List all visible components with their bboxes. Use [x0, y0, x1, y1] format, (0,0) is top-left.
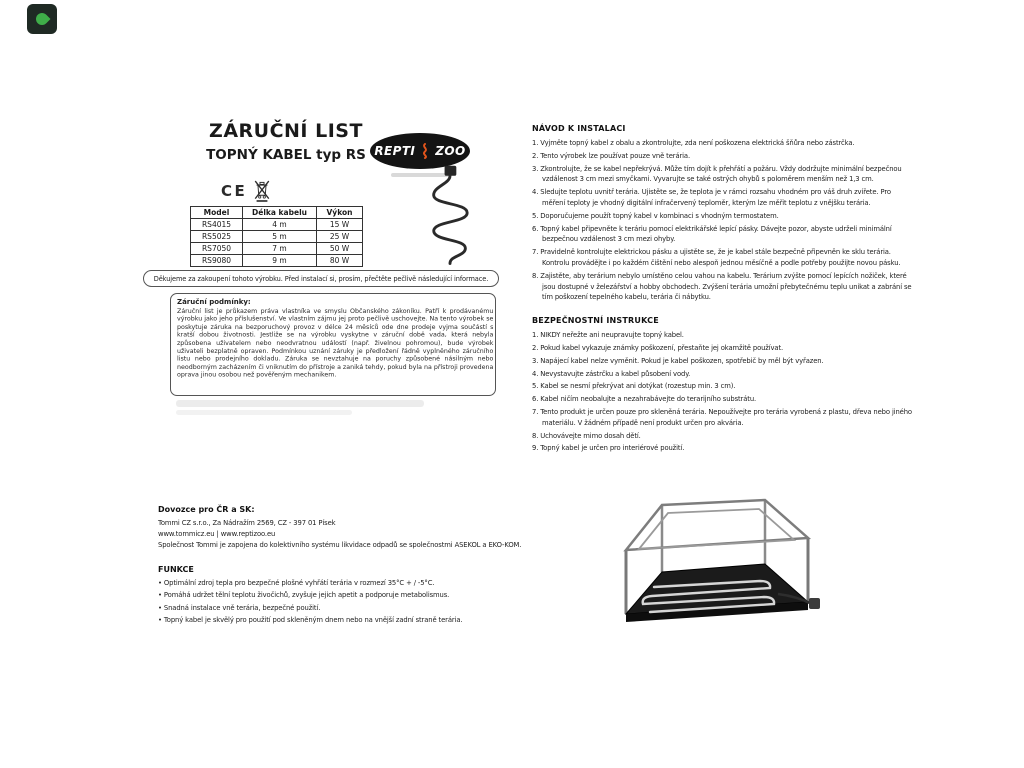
install-item: 2. Tento výrobek lze používat pouze vně terária. [532, 151, 691, 160]
table-row [191, 243, 363, 255]
warranty-box [170, 293, 496, 396]
install-item: 7. Pravidelně kontrolujte elektrickou pásku a ujistěte se, že je kabel stále bezpečně připevněn ke sklu terária. Kontrolu provádějte i po každém čištění nebo alespoň jednou měsíčně a podle potřeby použijte novou pásku. [532, 248, 901, 267]
install-item: 5. Doporučujeme použít topný kabel v kombinaci s vhodným termostatem. [532, 211, 779, 220]
title-block [188, 120, 384, 163]
terrarium-illustration [612, 492, 822, 667]
gecko-icon [419, 143, 431, 159]
safety-item: 7. Tento produkt je určen pouze pro skleněná terária. Nepoužívejte pro terária vyrobená z plastu, dřeva nebo jiného materiálu. V žádném případě není produkt určen pro akvária. [532, 407, 912, 427]
table-row [191, 219, 363, 231]
safety-item: 1. NIKDY neřežte ani neupravujte topný kabel. [532, 331, 684, 340]
safety-item: 8. Uchovávejte mimo dosah dětí. [532, 431, 641, 440]
table-cell: 25 W [317, 231, 363, 243]
function-item: • Optimální zdroj tepla pro bezpečné plošné vyhřátí terária v rozmezí 35°C + / -5°C. [158, 579, 435, 587]
table-cell: RS7050 [191, 243, 243, 255]
safety-item: 6. Kabel ničím neobalujte a nezahrabávejte do terarijního substrátu. [532, 395, 757, 404]
table-header-cell: Model [191, 207, 243, 219]
page-title: ZÁRUČNÍ LIST [209, 120, 363, 142]
importer-heading: Dovozce pro ČR a SK: [158, 505, 255, 514]
safety-item: 5. Kabel se nesmí překrývat ani dotýkat (rozestup min. 3 cm). [532, 382, 736, 391]
table-header-row [191, 207, 363, 219]
product-subtitle: TOPNÝ KABEL typ RS [206, 147, 366, 163]
thanks-note: Děkujeme za zakoupení tohoto výrobku. Před instalací si, prosím, přečtěte pečlivě následující informace. [143, 270, 499, 287]
table-header-cell: Výkon [317, 207, 363, 219]
install-item: 8. Zajistěte, aby terárium nebylo umístěno celou vahou na kabelu. Terárium zvýšte pomocí lepících nožiček, které jsou dostupné v železářství a hobby obchodech. Zvýšení terária umožní přebytečnému teplu unikat a zabrání se tím poškození tepelného kabelu, terária či nábytku. [532, 271, 912, 302]
stamp-smudge [176, 400, 424, 407]
shop-watermark-logo [27, 4, 57, 34]
safety-item: 2. Pokud kabel vykazuje známky poškození, přestaňte jej okamžitě používat. [532, 343, 784, 352]
table-cell: 5 m [243, 231, 317, 243]
importer-section [158, 505, 538, 550]
safety-item: 9. Topný kabel je určen pro interiérové použití. [532, 444, 685, 453]
table-row [191, 231, 363, 243]
safety-item: 3. Napájecí kabel nelze vyměnit. Pokud je kabel poškozen, spotřebič by měl být vyřazen. [532, 356, 824, 365]
install-section [532, 124, 914, 303]
importer-line: Tommi CZ s.r.o., Za Nádražím 2569, CZ - 397 01 Písek [158, 519, 336, 527]
function-item: • Snadná instalace vně terária, bezpečné použití. [158, 603, 321, 612]
install-item: 3. Zkontrolujte, že se kabel nepřekrývá. Může tím dojít k přehřátí a požáru. Vždy dodržujte minimální bezpečnou vzdálenost 3 cm mezi smyčkami. Vyvarujte se také ostrých ohybů s poloměrem menším než 1,3 cm. [532, 164, 902, 184]
safety-section [532, 316, 914, 454]
functions-heading: FUNKCE [158, 565, 194, 574]
table-header-cell: Délka kabelu [243, 207, 317, 219]
right-column [532, 124, 914, 456]
weee-bin-icon [253, 179, 271, 202]
table-row [191, 255, 363, 267]
importer-line: Společnost Tommi je zapojena do kolektivního systému likvidace odpadů se společnostmi ASEKOL a EKO-KOM. [158, 540, 522, 549]
install-item: 4. Sledujte teplotu uvnitř terária. Ujistěte se, že teplota je v rámci rozsahu vhodném pro váš druh zvířete. Pro měření teploty je vhodný digitální infračervený teploměr, kterým lze měřit teplotu z vnějšku terária. [532, 188, 891, 207]
table-cell: 9 m [243, 255, 317, 267]
functions-section [158, 565, 538, 627]
logo-text-zoo: ZOO [435, 144, 466, 158]
table-cell: RS9080 [191, 255, 243, 267]
ce-mark: CE [221, 182, 248, 200]
model-table [190, 206, 363, 267]
table-cell: 80 W [317, 255, 363, 267]
function-item: • Pomáhá udržet tělní teplotu živočichů, zvyšuje jejich apetit a podporuje metabolismus. [158, 591, 450, 600]
install-heading: NÁVOD K INSTALACI [532, 124, 626, 133]
importer-line: www.tommicz.eu | www.reptizoo.eu [158, 529, 276, 538]
cable-squiggle-illustration [421, 164, 479, 268]
stamp-smudge [176, 410, 352, 415]
table-cell: RS4015 [191, 219, 243, 231]
table-cell: RS5025 [191, 231, 243, 243]
table-cell: 7 m [243, 243, 317, 255]
leaf-icon [34, 11, 51, 28]
table-cell: 4 m [243, 219, 317, 231]
table-cell: 15 W [317, 219, 363, 231]
safety-heading: BEZPEČNOSTNÍ INSTRUKCE [532, 316, 659, 326]
warranty-text: Záruční list je průkazem práva vlastníka ve smyslu Občanského zákoníku. Patří k prodávanému výrobku jako jeho příslušenství. Ve vlastním zájmu jej proto pečlivě uschovejte. Na tento výrobek se poskytuje záruka na bezporuchový provoz v délce 24 měsíců ode dne prodeje vyjma součástí s kratší dobou životnosti. Jestliže se na výrobku vyskytne v záruční době vada, která nebyla způsobena uživatelem nebo neodvratnou událostí (např. živelnou pohromou), bude výrobek uživateli bezplatně opraven. Podmínkou uznání záruky je předložení řádně vyplněného záručního listu nebo prodejního dokladu. Záruka se nevztahuje na poruchy způsobené násilným nebo neodborným zacházením či vniknutím do přístroje a zaniká tehdy, pokud byla na přístroji provedena oprava jinou osobou než pověřeným mechanikem. [177, 308, 494, 379]
table-cell: 50 W [317, 243, 363, 255]
warranty-heading: Záruční podmínky: [177, 298, 251, 306]
function-item: • Topný kabel je skvělý pro použití pod skleněným dnem nebo na vnější zadní straně terária. [158, 615, 463, 624]
install-item: 1. Vyjměte topný kabel z obalu a zkontrolujte, zda není poškozena elektrická šňůra nebo zástrčka. [532, 139, 855, 147]
logo-text-repti: REPTI [374, 144, 416, 158]
safety-item: 4. Nevystavujte zástrčku a kabel působení vody. [532, 369, 691, 378]
install-item: 6. Topný kabel připevněte k teráriu pomocí elektrikářské lepící pásky. Dávejte pozor, abyste udrželi minimální bezpečnou vzdálenost 3 cm mezi ohyby. [532, 224, 892, 244]
